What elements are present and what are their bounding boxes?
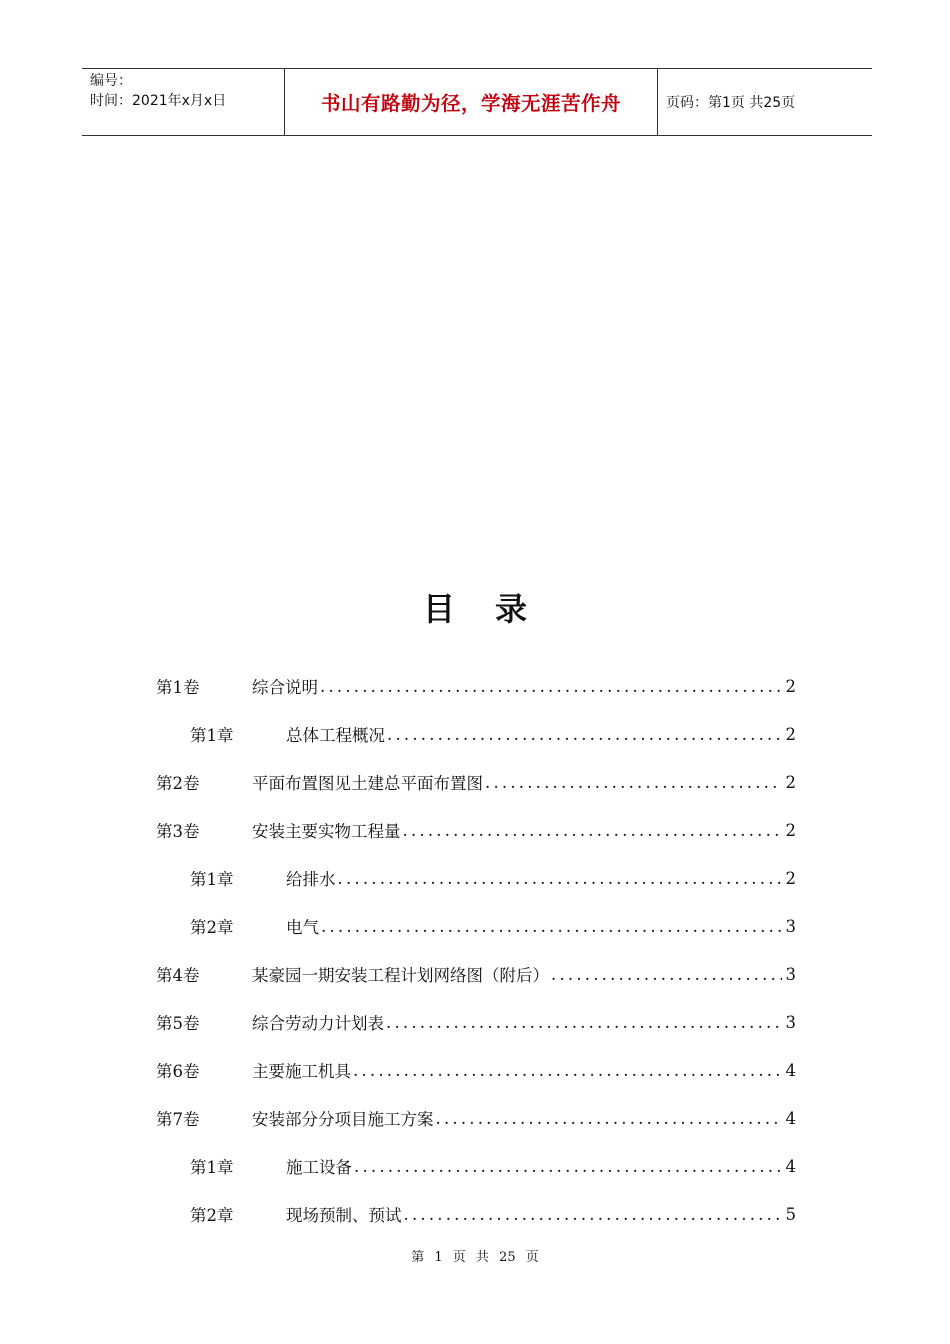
- toc-entry[interactable]: [156, 1142, 796, 1190]
- toc-entry-number: 第2卷: [156, 774, 200, 793]
- toc-entry[interactable]: [156, 758, 796, 806]
- page-footer: 第 1 页 共 25 页: [411, 1250, 539, 1265]
- toc-title-part2: 录: [495, 590, 528, 628]
- toc-entry[interactable]: [156, 1094, 796, 1142]
- toc-entry-title: 主要施工机具: [252, 1062, 351, 1081]
- toc-entry-title: 给排水: [286, 870, 336, 889]
- toc-entry-title: 现场预制、预试: [286, 1206, 402, 1225]
- toc-entry-title: 综合说明: [252, 678, 318, 697]
- toc-entry-number: 第1卷: [156, 678, 200, 697]
- toc-entry-page: 2: [785, 772, 796, 792]
- toc-entry-number: 第4卷: [156, 966, 200, 985]
- toc-entry-number: 第1章: [190, 1158, 234, 1177]
- toc-dot-leader: [321, 917, 782, 936]
- toc-dot-leader: [354, 1157, 782, 1176]
- toc-entry-page: 3: [785, 964, 796, 984]
- toc-dot-leader: [353, 1061, 782, 1080]
- toc-entry-page: 2: [785, 820, 796, 840]
- toc-entry[interactable]: [156, 1190, 796, 1238]
- toc-dot-leader: [485, 773, 782, 792]
- toc-entry-page: 4: [785, 1108, 796, 1128]
- toc-entry-number: 第3卷: [156, 822, 200, 841]
- toc-entry-number: 第7卷: [156, 1110, 200, 1129]
- toc-dot-leader: [387, 725, 782, 744]
- toc-entry-title: 施工设备: [286, 1158, 352, 1177]
- toc-entry-number: 第2章: [190, 1206, 234, 1225]
- toc-entry-page: 3: [785, 916, 796, 936]
- toc-entry[interactable]: [156, 998, 796, 1046]
- toc-entry-title: 某豪园一期安装工程计划网络图（附后）: [252, 966, 549, 985]
- toc-entry-page: 3: [785, 1012, 796, 1032]
- header-page-info: 页码：第1页 共25页: [666, 95, 796, 111]
- header-meta: [82, 69, 284, 135]
- toc-dot-leader: [403, 821, 783, 840]
- toc-entry-number: 第2章: [190, 918, 234, 937]
- toc-dot-leader: [404, 1205, 783, 1224]
- toc-dot-leader: [551, 965, 782, 984]
- toc-entry[interactable]: [156, 662, 796, 710]
- toc-entry-page: 5: [785, 1204, 796, 1224]
- toc-dot-leader: [436, 1109, 783, 1128]
- toc-title-part1: 目: [422, 590, 455, 628]
- toc-entry-page: 2: [785, 724, 796, 744]
- toc-dot-leader: [320, 677, 782, 696]
- toc-entry-page: 2: [785, 676, 796, 696]
- toc-entry-title: 安装部分分项目施工方案: [252, 1110, 434, 1129]
- header-motto: 书山有路勤为径，学海无涯苦作舟: [284, 69, 658, 135]
- toc-entry-number: 第5卷: [156, 1014, 200, 1033]
- toc-dot-leader: [386, 1013, 782, 1032]
- toc-title: [0, 584, 950, 630]
- toc-entry[interactable]: [156, 710, 796, 758]
- page-header: [82, 68, 872, 136]
- toc-entry[interactable]: [156, 854, 796, 902]
- toc-entry-page: 4: [785, 1156, 796, 1176]
- toc-entry-number: 第6卷: [156, 1062, 200, 1081]
- toc-entry-page: 2: [785, 868, 796, 888]
- toc-entry-page: 4: [785, 1060, 796, 1080]
- toc-entry[interactable]: [156, 1046, 796, 1094]
- table-of-contents: [156, 662, 796, 1238]
- doc-number-label: 编号：: [90, 73, 132, 89]
- toc-entry-number: 第1章: [190, 726, 234, 745]
- toc-entry-number: 第1章: [190, 870, 234, 889]
- toc-entry-title: 安装主要实物工程量: [252, 822, 401, 841]
- toc-entry-title: 总体工程概况: [286, 726, 385, 745]
- toc-dot-leader: [338, 869, 783, 888]
- toc-entry-title: 综合劳动力计划表: [252, 1014, 384, 1033]
- toc-entry-title: 平面布置图见土建总平面布置图: [252, 774, 483, 793]
- doc-date-label: 时间：2021年x月x日: [90, 93, 227, 109]
- toc-entry[interactable]: [156, 902, 796, 950]
- toc-entry[interactable]: [156, 806, 796, 854]
- toc-entry-title: 电气: [286, 918, 319, 937]
- toc-entry[interactable]: [156, 950, 796, 998]
